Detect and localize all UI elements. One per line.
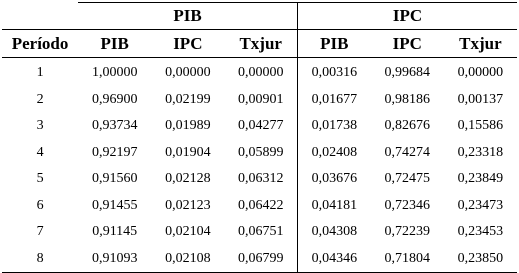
value-cell: 0,01677 — [298, 87, 371, 114]
value-cell: 0,72346 — [384, 197, 430, 213]
table-row — [2, 87, 517, 114]
value-cell: 0,72239 — [384, 224, 430, 240]
value-cell: 0,98186 — [384, 91, 430, 107]
value-cell: 0,01989 — [165, 118, 211, 134]
value-cell: 0,04277 — [237, 118, 284, 134]
value-cell: 0,06751 — [237, 224, 284, 240]
period-cell: 2 — [36, 91, 44, 107]
value-cell: 0,23849 — [457, 171, 504, 187]
value-cell: 0,23850 — [444, 246, 517, 273]
value-cell: 0,03676 — [298, 166, 371, 193]
value-cell: 0,00901 — [237, 91, 284, 107]
group-header-row — [2, 3, 517, 30]
value-cell: 0,99684 — [384, 65, 430, 81]
period-cell: 6 — [36, 197, 44, 213]
variance-decomposition-table — [2, 2, 517, 273]
column-header-pib-ipc: IPC — [151, 30, 224, 58]
value-cell: 0,02199 — [165, 91, 211, 107]
column-header-periodo: Período — [2, 30, 78, 58]
table-row — [2, 140, 517, 167]
value-cell: 0,23318 — [457, 144, 504, 160]
value-cell: 0,15586 — [457, 118, 504, 134]
table-row — [2, 113, 517, 140]
column-header-pib-pib: PIB — [78, 30, 151, 58]
table-row — [2, 166, 517, 193]
value-cell: 0,04181 — [298, 193, 371, 220]
group-header-ipc: IPC — [298, 3, 517, 30]
column-header-row — [2, 30, 517, 58]
value-cell: 0,00000 — [165, 65, 211, 81]
value-cell: 0,23453 — [457, 224, 504, 240]
value-cell: 0,01904 — [165, 144, 211, 160]
value-cell: 0,71804 — [371, 246, 444, 273]
table-body — [2, 58, 517, 273]
value-cell: 0,91145 — [92, 224, 138, 240]
period-cell: 4 — [36, 144, 44, 160]
column-header-ipc-pib: PIB — [298, 30, 371, 58]
table-row — [2, 219, 517, 246]
value-cell: 0,82676 — [384, 118, 430, 134]
value-cell: 0,96900 — [91, 91, 138, 107]
value-cell: 0,04346 — [298, 246, 371, 273]
value-cell: 0,06422 — [237, 197, 284, 213]
column-header-pib-txjur: Txjur — [224, 30, 297, 58]
value-cell: 0,91455 — [91, 197, 138, 213]
period-cell: 5 — [36, 171, 44, 187]
group-header-empty-cell — [2, 3, 78, 30]
value-cell: 0,04308 — [298, 219, 371, 246]
value-cell: 0,01738 — [298, 113, 371, 140]
value-cell: 0,02104 — [165, 224, 211, 240]
value-cell: 0,06312 — [237, 171, 284, 187]
column-header-ipc-ipc: IPC — [371, 30, 444, 58]
value-cell: 0,02123 — [165, 197, 211, 213]
value-cell: 0,72475 — [384, 171, 430, 187]
period-cell: 3 — [36, 118, 44, 134]
column-header-ipc-txjur: Txjur — [444, 30, 517, 58]
value-cell: 0,02128 — [165, 171, 211, 187]
table-row — [2, 58, 517, 87]
value-cell: 0,00316 — [298, 58, 371, 87]
value-cell: 0,92197 — [91, 144, 138, 160]
value-cell: 1,00000 — [91, 65, 138, 81]
table-row — [2, 246, 517, 273]
period-cell: 8 — [2, 246, 78, 273]
value-cell: 0,02408 — [298, 140, 371, 167]
value-cell: 0,74274 — [384, 144, 430, 160]
period-cell: 7 — [36, 224, 44, 240]
value-cell: 0,02108 — [151, 246, 224, 273]
value-cell: 0,91093 — [78, 246, 151, 273]
value-cell: 0,93734 — [91, 118, 138, 134]
value-cell: 0,23473 — [457, 197, 504, 213]
table-row — [2, 193, 517, 220]
value-cell: 0,06799 — [224, 246, 297, 273]
value-cell: 0,91560 — [91, 171, 138, 187]
group-header-pib: PIB — [78, 3, 297, 30]
value-cell: 0,05899 — [237, 144, 284, 160]
value-cell: 0,00137 — [457, 91, 504, 107]
period-cell: 1 — [36, 65, 44, 81]
value-cell: 0,00000 — [237, 65, 284, 81]
value-cell: 0,00000 — [457, 65, 504, 81]
